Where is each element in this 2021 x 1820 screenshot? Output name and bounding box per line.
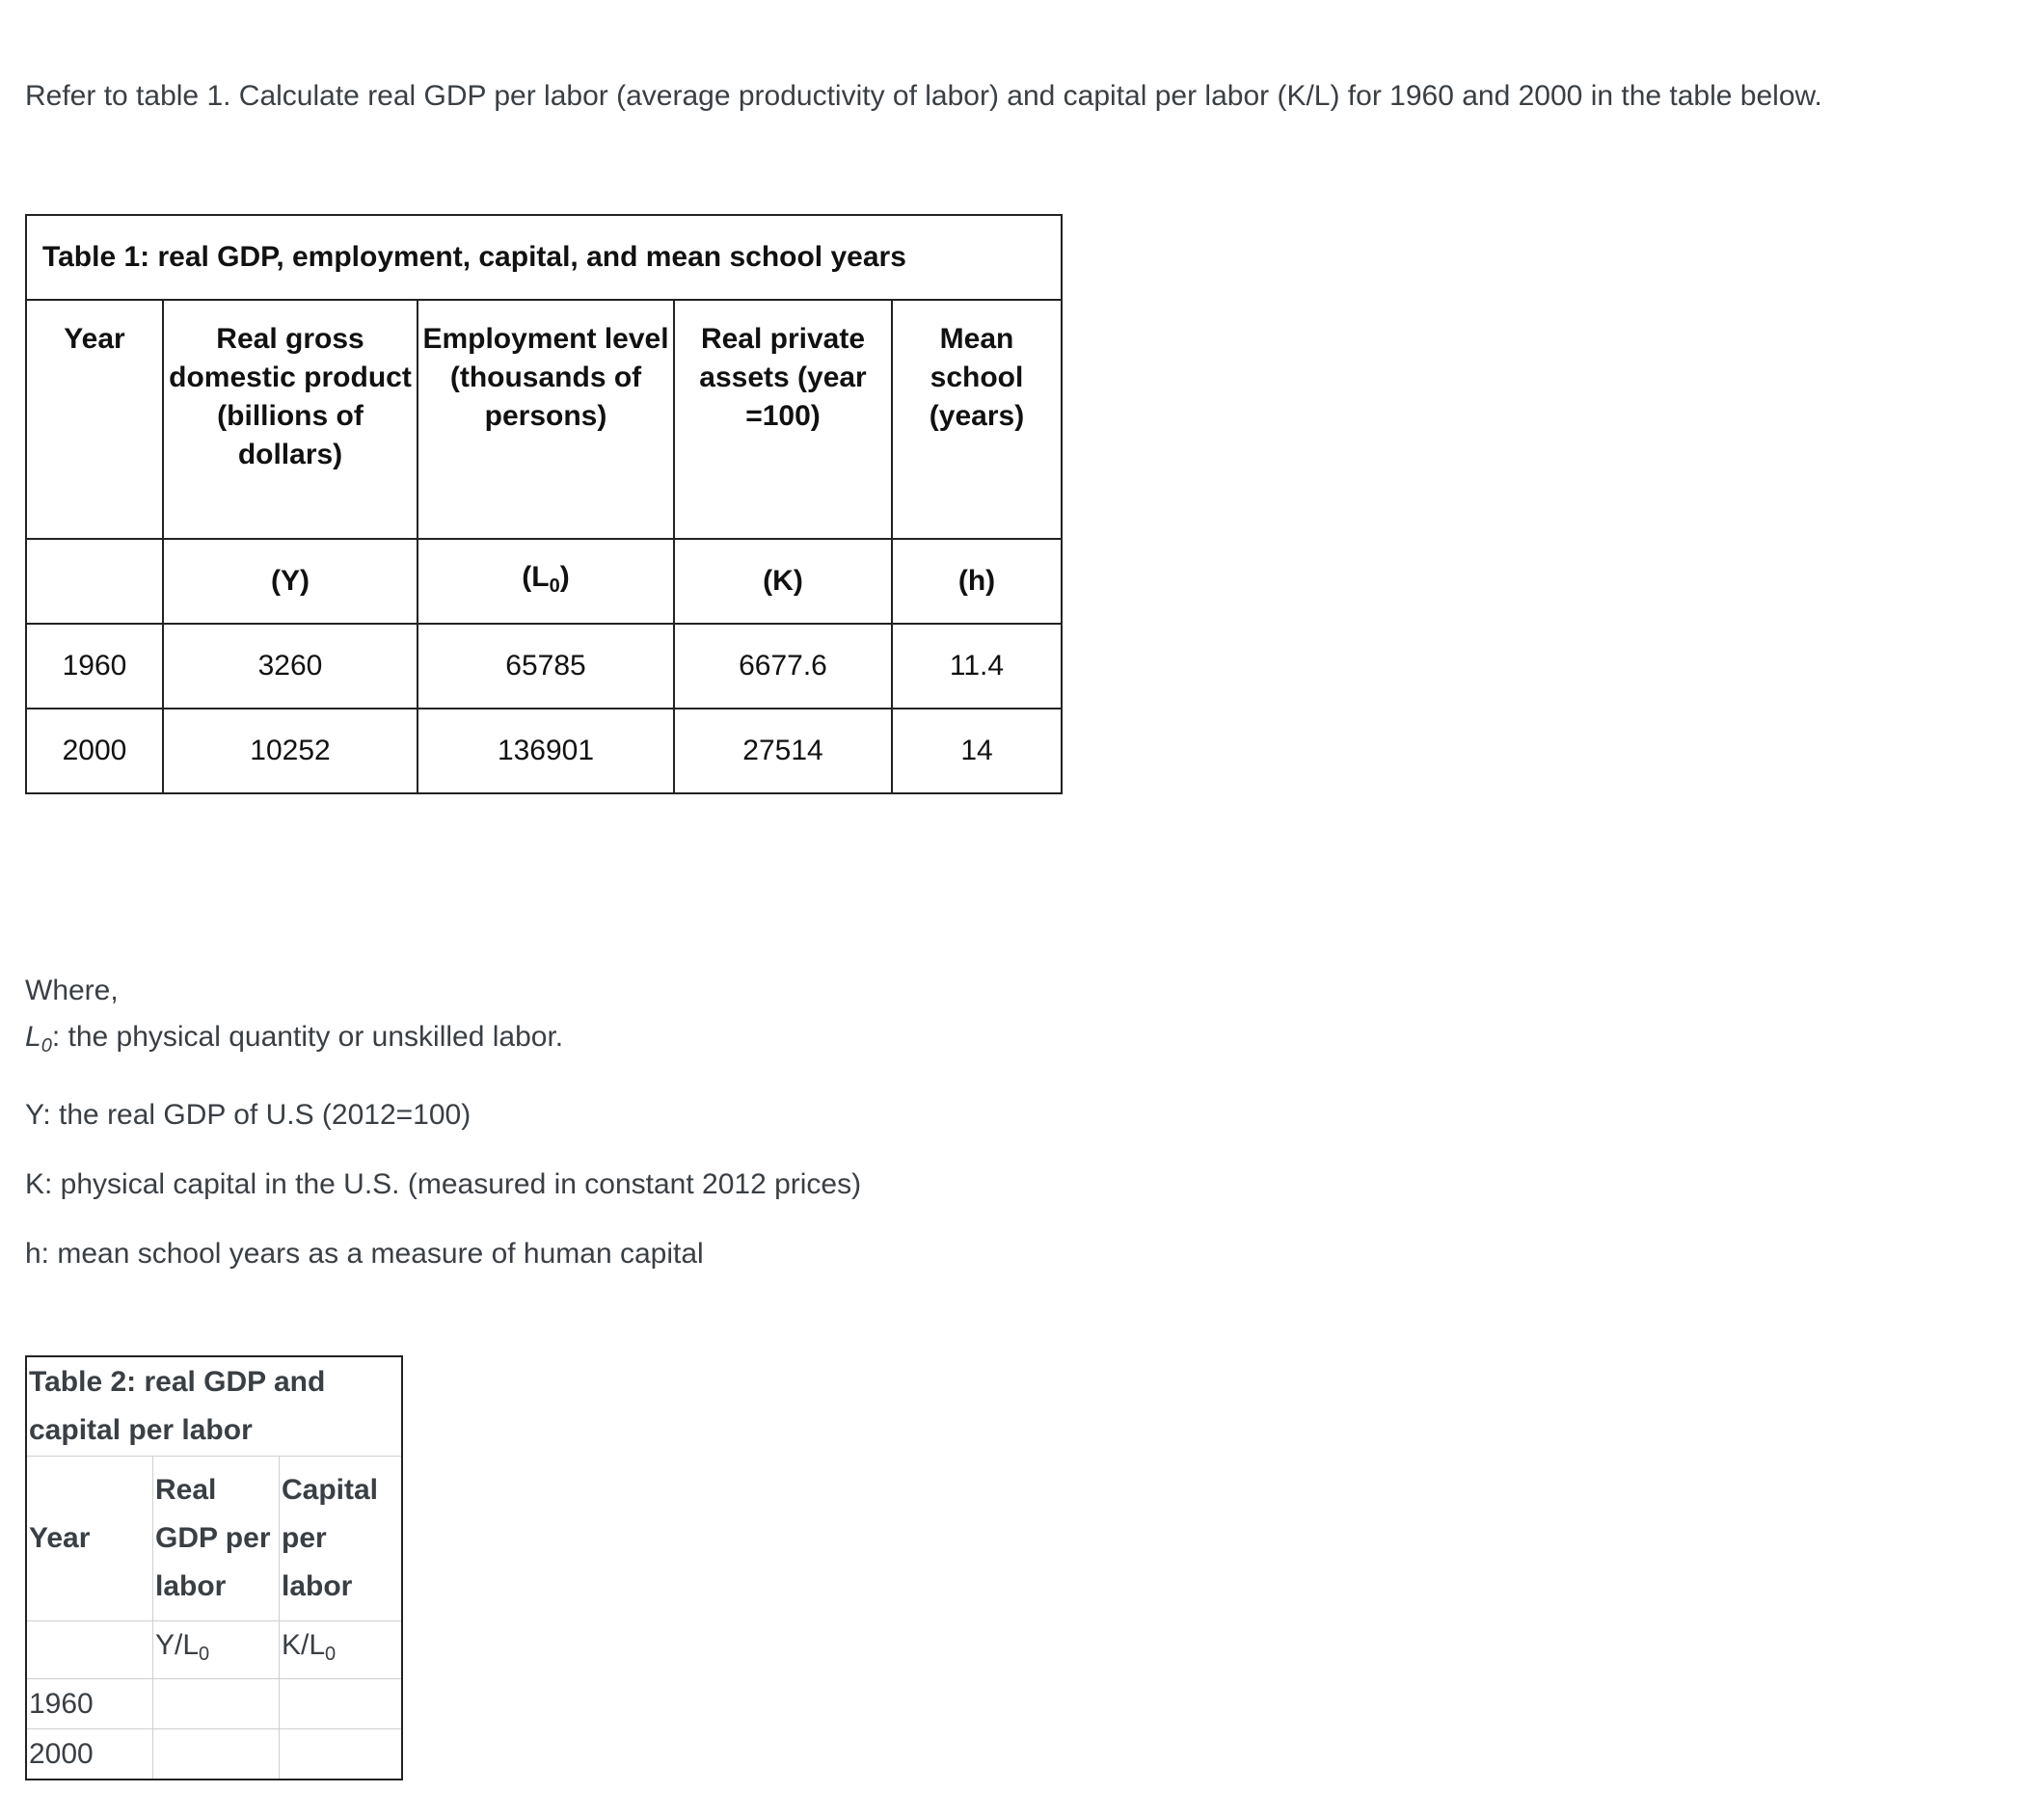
table-1-header-row <box>26 300 1062 539</box>
table-2-caption: Table 2: real GDP and capital per labor <box>26 1356 402 1457</box>
table-row <box>26 624 1062 709</box>
table-2-symbol-k-l0: $K/L_0$ <box>280 1621 403 1679</box>
table-1-cell: 1960 <box>26 624 163 709</box>
table-1-symbol-l0: $(L_0)$ <box>418 539 674 624</box>
table-2-header-year: Year <box>26 1457 153 1621</box>
question-text: Refer to table 1. Calculate real GDP per labor (average productivity of labor) and capital per labor (K/L) for 1960 and 2000 in the table below. <box>25 80 1822 112</box>
table-2-year-cell: 2000 <box>26 1729 153 1780</box>
table-2-symbol-year <box>26 1621 153 1679</box>
h-definition: h: mean school years as a measure of human capital <box>25 1238 704 1270</box>
table-1-cell: 10252 <box>163 709 418 793</box>
table-2-header-gdp-per-labor: Real GDP per labor <box>153 1457 280 1621</box>
table-1-header-school: Mean school (years) <box>892 300 1062 539</box>
table-2-symbol-y-l0: $Y/L_0$ <box>153 1621 280 1679</box>
answer-cell-gdp-1960[interactable] <box>153 1679 280 1729</box>
table-1-caption: Table 1: real GDP, employment, capital, and mean school years <box>26 215 1062 300</box>
table-2-header-row <box>26 1457 402 1621</box>
table-1-cell: 2000 <box>26 709 163 793</box>
table-1-cell: 136901 <box>418 709 674 793</box>
table-1-cell: 27514 <box>674 709 892 793</box>
table-1-header-assets: Real private assets (year =100) <box>674 300 892 539</box>
table-1-cell: 65785 <box>418 624 674 709</box>
table-1-symbol-y: (Y) <box>163 539 418 624</box>
y-definition: Y: the real GDP of U.S (2012=100) <box>25 1099 472 1131</box>
table-2-header-capital-per-labor: Capital per labor <box>280 1457 403 1621</box>
table-2-symbol-row <box>26 1621 402 1679</box>
table-1 <box>25 214 1063 794</box>
table-1-cell: 11.4 <box>892 624 1062 709</box>
table-1-cell: 3260 <box>163 624 418 709</box>
table-2 <box>25 1355 403 1780</box>
answer-cell-gdp-2000[interactable] <box>153 1729 280 1780</box>
table-1-symbol-k: (K) <box>674 539 892 624</box>
table-row <box>26 709 1062 793</box>
table-1-header-year: Year <box>26 300 163 539</box>
l0-definition: $L_0$: the physical quantity or unskilled labor. <box>25 1021 564 1057</box>
table-1-symbol-year <box>26 539 163 624</box>
table-1-header-employment: Employment level (thousands of persons) <box>418 300 674 539</box>
table-1-symbol-h: (h) <box>892 539 1062 624</box>
table-1-header-gdp: Real gross domestic product (billions of dollars) <box>163 300 418 539</box>
table-row <box>26 1679 402 1729</box>
answer-cell-capital-2000[interactable] <box>280 1729 403 1780</box>
table-row <box>26 1729 402 1780</box>
where-label: Where, <box>25 975 119 1006</box>
table-1-cell: 14 <box>892 709 1062 793</box>
answer-cell-capital-1960[interactable] <box>280 1679 403 1729</box>
table-2-year-cell: 1960 <box>26 1679 153 1729</box>
k-definition: K: physical capital in the U.S. (measured in constant 2012 prices) <box>25 1168 862 1200</box>
table-1-symbol-row <box>26 539 1062 624</box>
table-1-cell: 6677.6 <box>674 624 892 709</box>
definitions <box>25 972 861 1273</box>
